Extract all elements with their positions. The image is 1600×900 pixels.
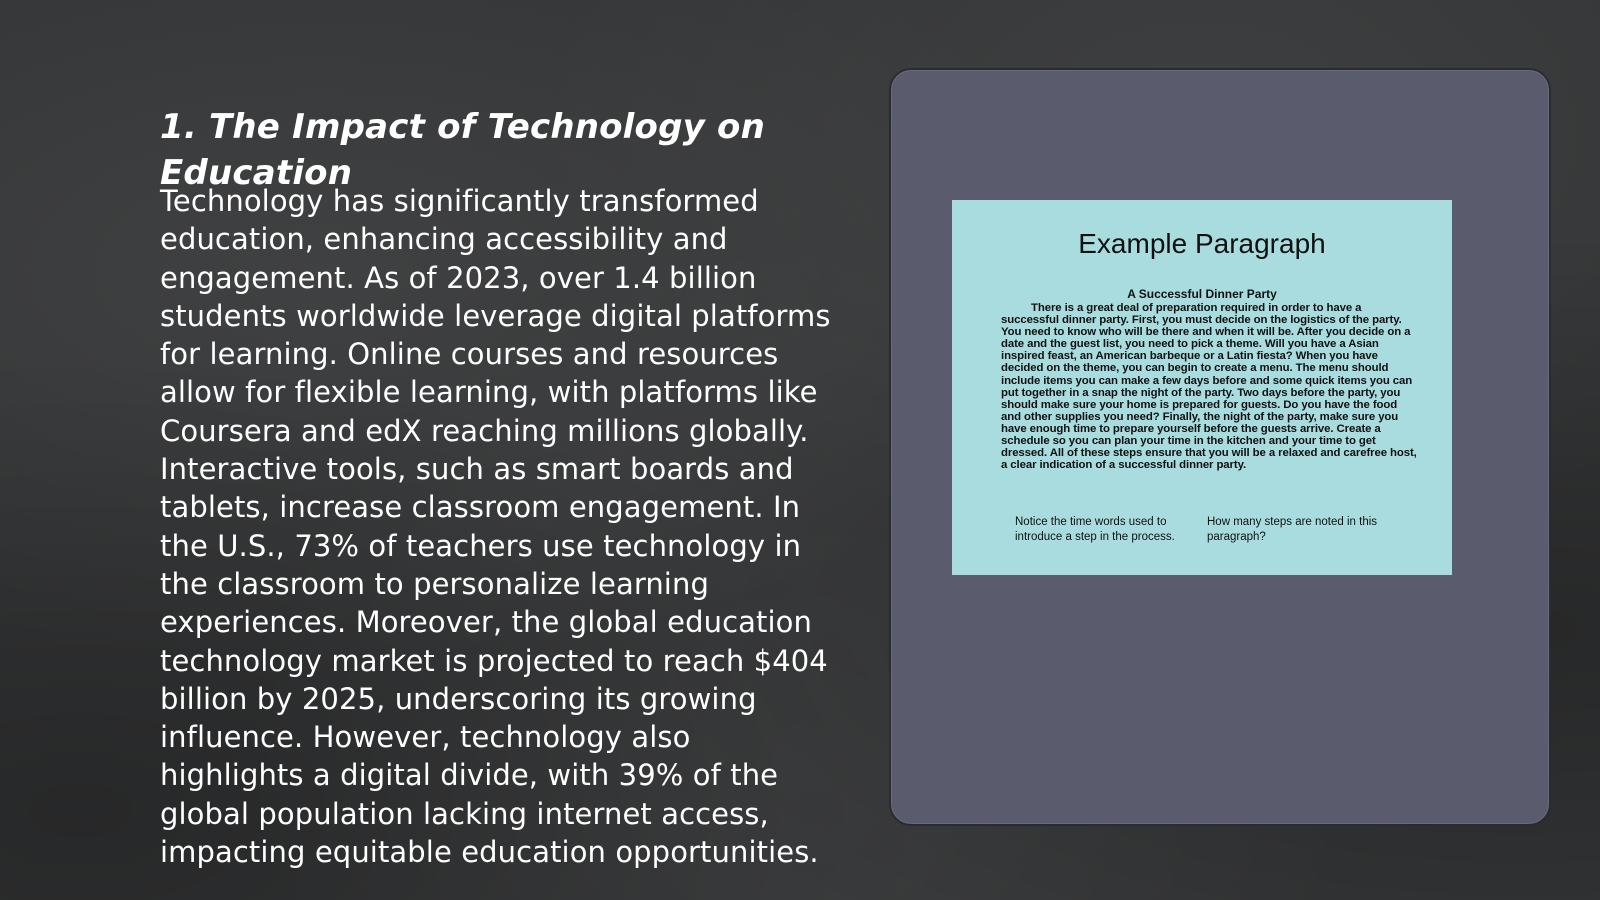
note-steps-question: How many steps are noted in this paragraph? (1207, 516, 1378, 543)
example-paragraph-image (952, 200, 1452, 575)
example-paragraph-text: There is a great deal of preparation required in order to have a successful dinner party. First, you must decide on the logistics of the party. You need to know who will be there and when it will be. After you decide on a date and the guest list, you need to pick a theme. Will you have a Asian inspired feast, an American barbeque or a Latin fiesta? When you have decided on the theme, you can begin to create a menu. The menu should include items you can make a few days before and some quick items you can put together in a snap the night of the party. Two days before the party, you should make sure your home is prepared for guests. Do you have the food and other supplies you need? Finally, the night of the party, make sure you have enough time to prepare yourself before the guests arrive. Create a schedule so you can plan your time in the kitchen and your time to get dressed. All of these steps ensure that you will be a relaxed and carefree host, a clear indication of a successful dinner party. (1001, 302, 1417, 472)
note-time-words: Notice the time words used to introduce a step in the process. (1015, 516, 1175, 543)
example-heading: Example Paragraph (1078, 228, 1326, 259)
text-column (160, 104, 840, 871)
example-subheading: A Successful Dinner Party (1127, 287, 1277, 301)
slide-body-text: Technology has significantly transformed education, enhancing accessibility and engagement. As of 2023, over 1.4 billion students worldwide leverage digital platforms for learning. Online courses and resources allow for flexible learning, with platforms like Coursera and edX reaching millions globally. Interactive tools, such as smart boards and tablets, increase classroom engagement. In the U.S., 73% of teachers use technology in the classroom to personalize learning experiences. Moreover, the global education technology market is projected to reach $404 billion by 2025, underscoring its growing influence. However, technology also highlights a digital divide, with 39% of the global population lacking internet access, impacting equitable education opportunities. (160, 184, 831, 870)
slide-title: 1. The Impact of Technology on Education (160, 107, 766, 193)
image-panel (889, 68, 1551, 826)
